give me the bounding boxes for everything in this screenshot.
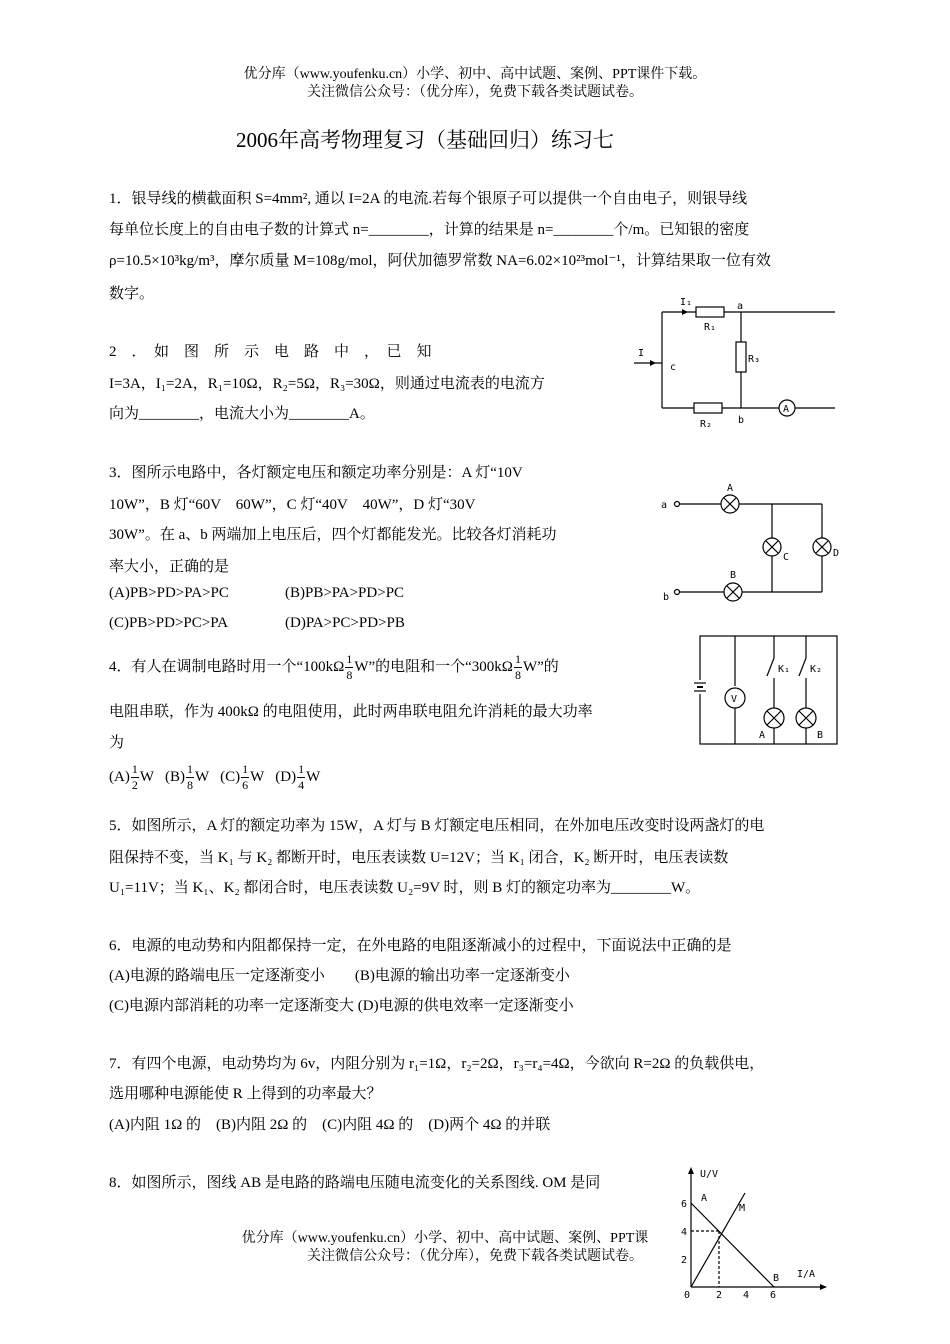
y-tick-4: 4 [681,1227,688,1238]
lamp-C-label: C [783,552,790,563]
q2-circuit-figure [630,290,840,440]
q6-line-2: (A)电源的路端电压一定逐渐变小 (B)电源的输出功率一定逐渐变小 [109,968,570,984]
q2-line-1: 2 ． 如 图 所 示 电 路 中 ， 已 知 [109,344,432,360]
lamp-B-label: B [730,570,737,581]
q4-text-a: 4．有人在调制电路时用一个“100kΩ [109,658,345,675]
q5-line-3: U₁=11V；当 K₁、K₂ 都闭合时，电压表读数 U₂=9V 时，则 B 灯的额定功率为________W。 [109,880,701,896]
q5-line-1: 5．如图所示，A 灯的额定功率为 15W，A 灯与 B 灯额定电压相同，在外加电压改变时设两盏灯的电 [109,818,765,834]
q4-text-b: W”的电阻和一个“300kΩ [354,658,513,675]
footer-line-2: 关注微信公众号：（优分库），免费下载各类试题试卷。 [307,1249,643,1264]
fraction-one-eighth: $\frac{1}{8}$ [346,652,353,682]
q1-line-4: 数字。 [109,286,155,302]
q3-circuit-figure [655,480,850,605]
q6-line-1: 6．电源的电动势和内阻都保持一定，在外电路的电阻逐渐减小的过程中，下面说法中正确的是 [109,938,732,954]
current-arrow-icon [682,309,688,315]
line-M-label: M [739,1203,746,1214]
q7-line-2: 选用哪种电源能使 R 上得到的功率最大？ [109,1086,382,1102]
x-axis-label: I/A [797,1269,816,1280]
q2-line-2: I=3A，I₁=2A，R₁=10Ω，R₂=5Ω，R₃=30Ω，则通过电流表的电流方 [109,376,545,392]
page-title: 2006年高考物理复习（基础回归）练习七 [236,128,614,152]
q3-option-c: (C)PB>PD>PC>PA [109,615,229,631]
q2-line-3: 向为________，电流大小为________A。 [109,406,375,422]
header-line-2: 关注微信公众号：（优分库），免费下载各类试题试卷。 [307,85,643,100]
origin-label: 0 [684,1290,691,1301]
x-tick-4: 4 [743,1290,750,1301]
voltmeter-icon: V [731,694,738,705]
x-tick-2: 2 [716,1290,723,1301]
label-b: b [663,592,670,603]
q1-line-3: ρ=10.5×10³kg/m³，摩尔质量 M=108g/mol，阿伏加德罗常数 NA=6.02×10²³mol⁻¹，计算结果取一位有效 [109,253,771,269]
y-axis-arrow-icon [688,1167,694,1174]
label-R1: R₁ [704,322,717,333]
q3-option-a: (A)PB>PD>PA>PC [109,585,229,601]
label-b: b [738,415,745,426]
switch-K2-label: K₂ [810,664,823,675]
fraction-one-eighth: $\frac{1}{8}$ [514,652,521,682]
footer-line-1: 优分库（www.youfenku.cn）小学、初中、高中试题、案例、PPT课 [241,1231,649,1246]
label-R2: R₂ [700,419,713,430]
x-tick-6: 6 [770,1290,777,1301]
q5-line-2: 阻保持不变，当 K₁ 与 K₂ 都断开时，电压表读数 U=12V；当 K₁ 闭合，K₂ 断开时，电压表读数 [109,850,729,866]
q3-line-2: 10W”，B 灯“60V 60W”，C 灯“40V 40W”，D 灯“30V [109,497,476,513]
q3-line-4: 率大小，正确的是 [109,559,230,575]
q5-circuit-figure [685,628,845,753]
header-line-1: 优分库（www.youfenku.cn）小学、初中、高中试题、案例、PPT课件下载。 [243,67,707,82]
q3-option-d: (D)PA>PC>PD>PB [285,615,405,631]
q7-line-1: 7．有四个电源，电动势均为 6v，内阻分别为 r₁=1Ω，r₂=2Ω，r₃=r₄=4Ω，今欲向 R=2Ω 的负载供电， [109,1056,765,1072]
q4-line-1 [109,652,559,683]
switch-K1-label: K₁ [778,664,791,675]
q4-options: (A) $\frac{1}{2}$ W (B) $\frac{1}{8}$ W (C) $\frac{1}{6}$ W (D) $\frac{1}{4}$ W [109,762,321,792]
q6-line-3: (C)电源内部消耗的功率一定逐渐变大 (D)电源的供电效率一定逐渐变小 [109,998,574,1014]
q3-line-3: 30W”。在 a、b 两端加上电压后，四个灯都能发光。比较各灯消耗功 [109,527,557,543]
q1-line-1: 1．银导线的横截面积 S=4mm², 通以 I=2A 的电流.若每个银原子可以提供一个自由电子，则银导线 [109,191,748,207]
lamp-A-label: A [759,730,766,741]
y-tick-6: 6 [681,1199,688,1210]
lamp-D-label: D [833,548,840,559]
q3-line-1: 3．图所示电路中，各灯额定电压和额定功率分别是：A 灯“10V [109,465,523,481]
y-tick-2: 2 [681,1255,688,1266]
q4-line-3: 为 [109,735,125,751]
q4-text-c: W”的 [522,658,559,675]
label-a: a [661,500,668,511]
ammeter-icon: A [783,404,790,415]
lamp-A-label: A [727,483,734,494]
label-c: c [670,362,677,373]
q3-option-b: (B)PB>PA>PD>PC [285,585,405,601]
q7-line-3: (A)内阻 1Ω 的 (B)内阻 2Ω 的 (C)内阻 4Ω 的 (D)两个 4Ω 的并联 [109,1117,551,1133]
y-axis-label: U/V [700,1169,719,1180]
label-R3: R₃ [748,354,761,365]
label-I: I [638,348,645,359]
lamp-B-label: B [817,730,824,741]
q8-line-1: 8．如图所示，图线 AB 是电路的路端电压随电流变化的关系图线. OM 是同 [109,1175,601,1191]
label-I1: I₁ [680,297,693,308]
label-a: a [737,301,744,312]
point-B-label: B [773,1273,780,1284]
x-axis-arrow-icon [820,1284,827,1290]
q1-line-2: 每单位长度上的自由电子数的计算式 n=________，计算的结果是 n=________个/m。已知银的密度 [109,222,750,238]
point-A-label: A [701,1193,708,1204]
current-arrow-icon [650,360,656,366]
q4-line-2: 电阻串联，作为 400kΩ 的电阻使用，此时两串联电阻允许消耗的最大功率 [109,704,593,720]
